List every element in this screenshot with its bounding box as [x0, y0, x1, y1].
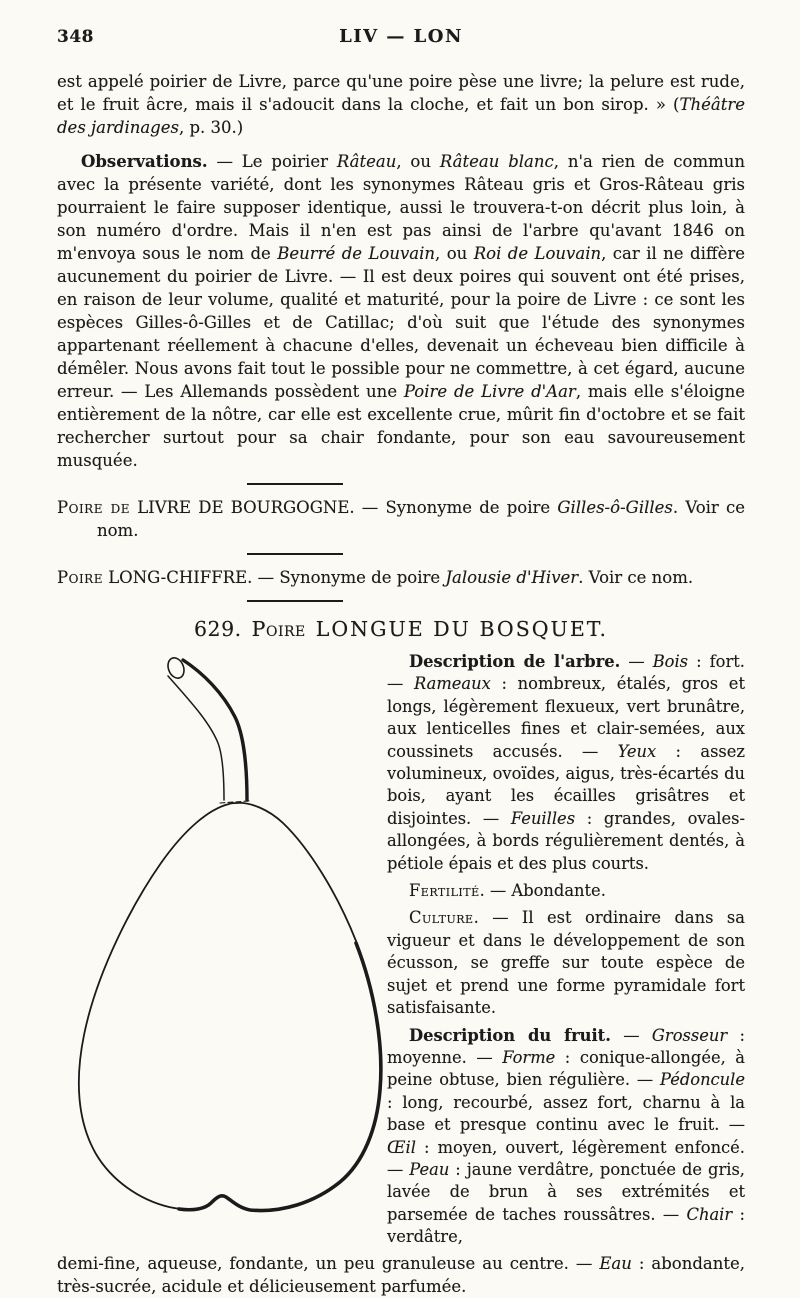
- section-divider: [247, 483, 343, 485]
- pear-illustration: [57, 651, 387, 1223]
- entry-livre-de-bourgogne: Poire de LIVRE DE BOURGOGNE. — Synonyme de poire Gilles-ô-Gilles. Voir ce nom.: [57, 498, 745, 540]
- section-divider: [247, 600, 343, 602]
- article-body: [57, 651, 745, 1249]
- description-arbre-paragraph: Description de l'arbre. — Bois : fort. — Rameaux : nombreux, étalés, gros et longs, légèrement flexueux, vert brunâtre, aux lenticelles fines et clair-semées, aux coussinets accusés. — Yeux : assez volumineux, ovoïdes, aigus, très-écartés du bois, ayant les écailles grisâtres et disjointes. — Feuilles : grandes, ovales-allongées, à bords régulièrement dentés, à pétiole épais et des plus courts.: [387, 652, 745, 873]
- article-heading: [57, 617, 745, 641]
- section-divider: [247, 553, 343, 555]
- culture-paragraph: Culture. — Il est ordinaire dans sa vigueur et dans le développement de son écusson, se greffe sur toute espèce de sujet et prend une forme pyramidale fort satisfaisante.: [387, 908, 745, 1018]
- stem-right-edge: [183, 660, 247, 800]
- article-variety-name: LONGUE DU BOSQUET.: [315, 617, 608, 641]
- page-header: [57, 26, 745, 50]
- description-column: [387, 651, 745, 1249]
- running-header: LIV — LON: [339, 26, 463, 47]
- intro-paragraph: est appelé poirier de Livre, parce qu'une poire pèse une livre; la pelure est rude, et le fruit âcre, mais il s'adoucit dans la cloche, et fait un bon sirop. » (Théâtre des jardinages, p. 30.): [57, 72, 745, 137]
- fruit-continuation-paragraph: demi-fine, aqueuse, fondante, un peu granuleuse au centre. — Eau : abondante, très-sucrée, acidule et délicieusement parfumée.: [57, 1253, 745, 1296]
- pear-shaded-edge: [179, 943, 381, 1211]
- article-number: 629.: [194, 617, 242, 641]
- entry-long-chiffre: Poire LONG-CHIFFRE. — Synonyme de poire Jalousie d'Hiver. Voir ce nom.: [57, 568, 694, 587]
- page-number: 348: [57, 27, 94, 47]
- fertilite-paragraph: Fertilité. — Abondante.: [409, 881, 606, 901]
- description-fruit-paragraph: Description du fruit. — Grosseur : moyenne. — Forme : conique-allongée, à peine obtuse, bien régulière. — Pédoncule : long, recourbé, assez fort, charnu à la base et presque continu avec le fruit. — Œil : moyen, ouvert, légèrement enfoncé. — Peau : jaune verdâtre, ponctuée de gris, lavée de brun à ses extrémités et parsemée de taches roussâtres. — Chair : verdâtre,: [387, 1025, 745, 1247]
- observations-paragraph: Observations. — Le poirier Râteau, ou Râteau blanc, n'a rien de commun avec la présente variété, dont les synonymes Râteau gris et Gros-Râteau gris pourraient le faire supposer identique, aussi le trouvera-t-on décrit plus loin, à son numéro d'ordre. Mais il n'en est pas ainsi de l'arbre qu'avant 1846 on m'envoya sous le nom de Beurré de Louvain, ou Roi de Louvain, car il ne diffère aucunement du poirier de Livre. — Il est deux poires qui souvent ont été prises, en raison de leur volume, qualité et maturité, pour la poire de Livre : ce sont les espèces Gilles-ô-Gilles et de Catillac; d'où suit que l'étude des synonymes appartenant réellement à chacune d'elles, devenait un écheveau bien difficile à démêler. Nous avons fait tout le possible pour ne commettre, à cet égard, aucune erreur. — Les Allemands possèdent une Poire de Livre d'Aar, mais elle s'éloigne entièrement de la nôtre, car elle est excellente crue, mûrit fin d'octobre et se fait rechercher surtout pour sa chair fondante, pour son eau savoureusement musquée.: [57, 152, 746, 470]
- article-poire-label: Poire: [251, 617, 306, 641]
- stem-left-edge: [168, 676, 224, 800]
- pear-outline: [79, 803, 381, 1211]
- pear-figure: [57, 651, 387, 1223]
